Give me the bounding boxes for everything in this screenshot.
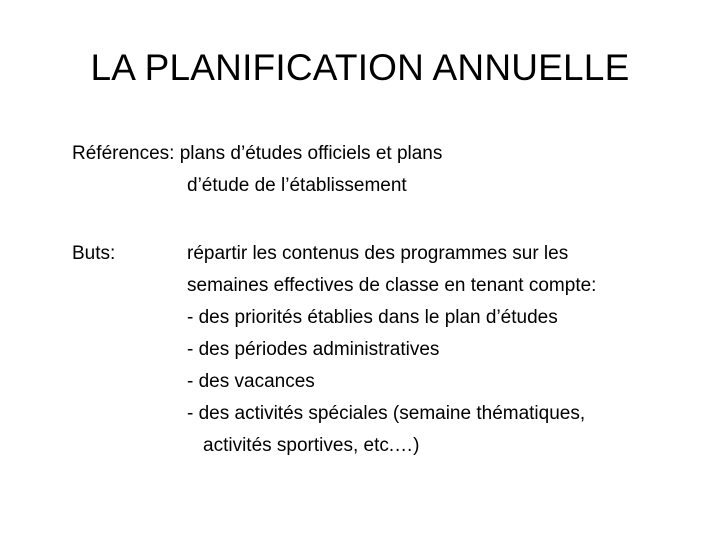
- buts-list-item: - des périodes administratives: [187, 339, 440, 360]
- references-line-2: d’étude de l’établissement: [187, 175, 407, 196]
- buts-list-item-continuation: activités sportives, etc.…): [203, 435, 420, 456]
- buts-label: Buts:: [72, 243, 116, 264]
- buts-line: semaines effectives de classe en tenant compte:: [187, 275, 597, 296]
- buts-list-item: - des activités spéciales (semaine thématiques,: [187, 403, 586, 424]
- slide-title: LA PLANIFICATION ANNUELLE: [90, 47, 630, 88]
- buts-list-item: - des priorités établies dans le plan d’études: [187, 307, 558, 328]
- references-line-1: Références: plans d’études officiels et plans: [72, 143, 443, 164]
- references-block: [72, 138, 442, 202]
- buts-list-item: - des vacances: [187, 371, 315, 392]
- buts-block: [187, 238, 596, 462]
- buts-line: répartir les contenus des programmes sur les: [187, 243, 569, 264]
